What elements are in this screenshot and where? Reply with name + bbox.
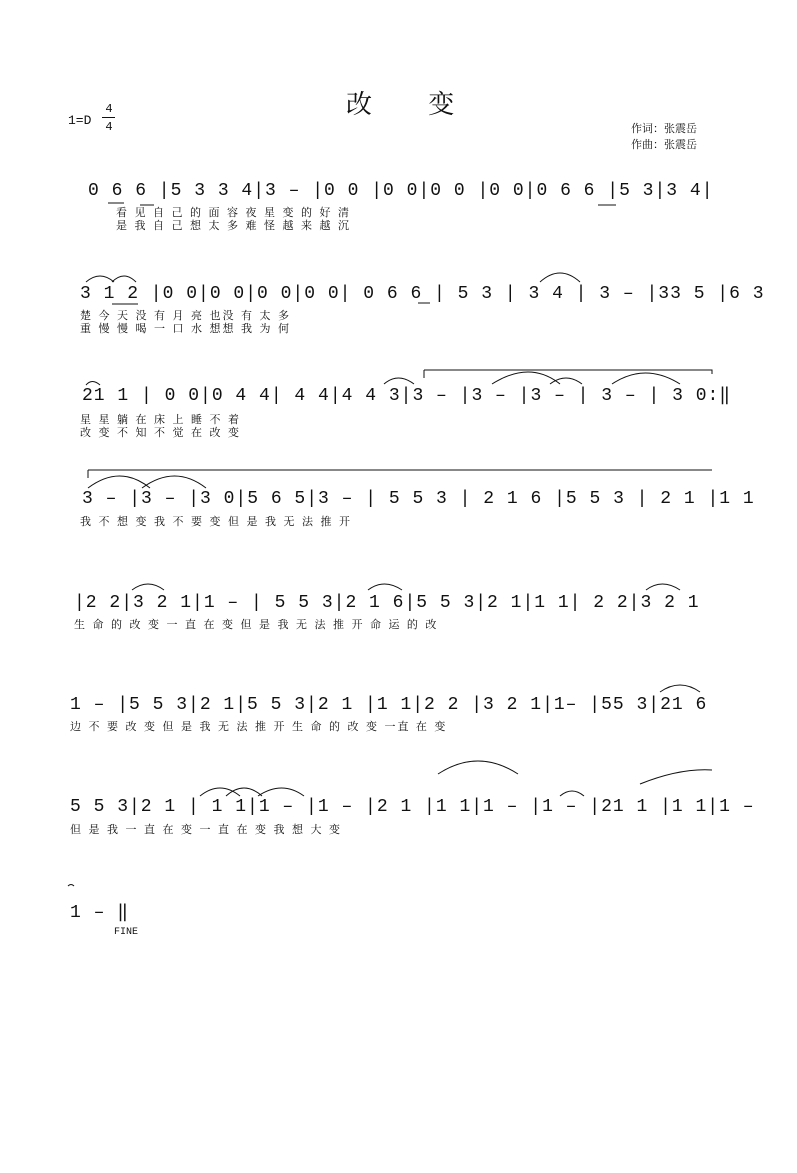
lyric-line-1a: 看 见 自 己 的 面 容 夜 星 变 的 好 清 [116, 206, 351, 219]
lyric-line-6: 边 不 要 改 变 但 是 我 无 法 推 开 生 命 的 改 变 一直 在 变 [70, 720, 448, 733]
slur-mark [258, 788, 304, 796]
slur-mark [492, 372, 560, 384]
slur-mark [200, 788, 240, 796]
slur-mark [560, 791, 584, 796]
notation-line-5: |2 2|3 2 1|1 – | 5 5 3|2 1 6|5 5 3|2 1|1 1| 2 2|3 2 1 [74, 593, 700, 613]
fermata-mark [68, 885, 74, 887]
slur-mark [112, 276, 136, 282]
slur-mark [226, 788, 262, 796]
notation-line-6: 1 – |5 5 3|2 1|5 5 3|2 1 |1 1|2 2 |3 2 1|1– |55 3|21 6 [70, 695, 708, 715]
composer-credit: 作曲：张震岳 [631, 138, 697, 151]
slur-mark [438, 761, 518, 774]
slur-mark [142, 476, 206, 488]
notation-line-2: 3 1 2 |0 0|0 0|0 0|0 0| 0 6 6 | 5 3 | 3 4 | 3 – |33 5 |6 3 [80, 284, 765, 304]
slur-mark [88, 476, 150, 488]
lyricist-credit: 作词：张震岳 [631, 122, 697, 135]
volta-bracket-1 [424, 370, 712, 378]
slur-mark [132, 584, 164, 590]
slur-mark [612, 373, 680, 384]
slur-mark [550, 378, 582, 384]
slur-mark [368, 584, 402, 590]
notation-line-8: 1 – ‖ [70, 903, 130, 923]
lyric-line-1b: 是 我 自 己 想 太 多 难 怪 越 来 越 沉 [116, 219, 351, 232]
time-signature-bottom: 4 [105, 120, 113, 134]
slur-mark [86, 382, 100, 386]
notation-line-4: 3 – |3 – |3 0|5 6 5|3 – | 5 5 3 | 2 1 6 |5 5 3 | 2 1 |1 1 [82, 489, 755, 509]
beam-underline [108, 203, 154, 205]
notation-line-7: 5 5 3|2 1 | 1 1|1 – |1 – |2 1 |1 1|1 – |1 – |21 1 |1 1|1 – [70, 797, 755, 817]
slur-mark [540, 273, 580, 282]
lyric-line-2b: 重 慢 慢 喝 一 口 水 想想 我 为 何 [80, 322, 291, 335]
notation-line-1: 0 6 6 |5 3 3 4|3 – |0 0 |0 0|0 0 |0 0|0 6 6 |5 3|3 4| [88, 181, 714, 201]
slur-mark [384, 378, 414, 384]
beam-underline [112, 205, 616, 304]
lyric-line-5: 生 命 的 改 变 一 直 在 变 但 是 我 无 法 推 开 命 运 的 改 [74, 618, 439, 631]
song-title: 改 变 [346, 90, 479, 120]
lyric-line-7: 但 是 我 一 直 在 变 一 直 在 变 我 想 大 变 [70, 823, 342, 836]
key-signature: 1=D [68, 113, 92, 128]
slur-mark [86, 276, 114, 282]
slur-mark [660, 685, 700, 692]
slur-mark [646, 584, 680, 590]
lyric-line-3b: 改 变 不 知 不 觉 在 改 变 [80, 426, 241, 439]
notation-line-3: 21 1 | 0 0|0 4 4| 4 4|4 4 3|3 – |3 – |3 – | 3 – | 3 0:‖ [82, 386, 732, 406]
lyric-line-3a: 星 星 躺 在 床 上 睡 不 着 [80, 413, 241, 426]
lyric-line-2a: 楚 今 天 没 有 月 亮 也没 有 太 多 [80, 309, 291, 322]
lyric-line-4: 我 不 想 变 我 不 要 变 但 是 我 无 法 推 开 [80, 515, 352, 528]
fine-marking: FINE [114, 927, 139, 938]
time-signature-top: 4 [105, 102, 113, 116]
slur-mark [640, 770, 712, 784]
